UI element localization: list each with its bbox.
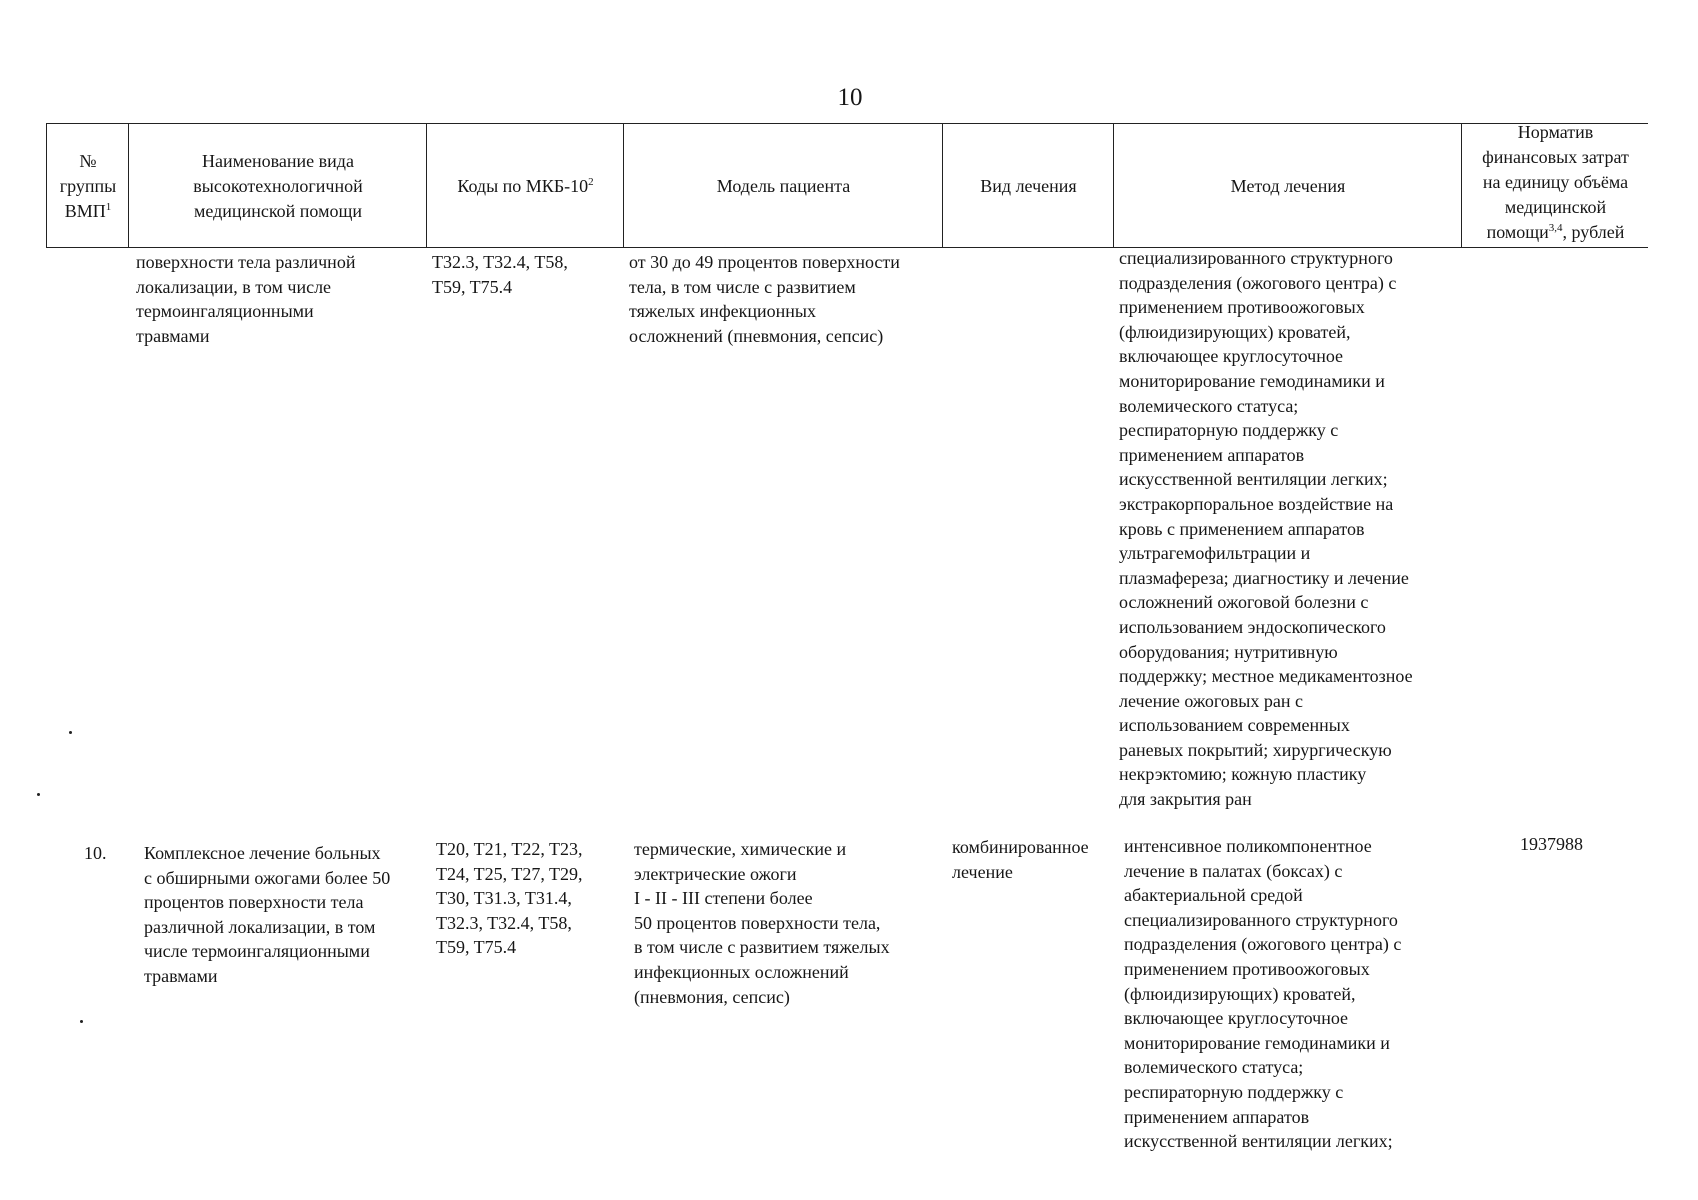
header-divider <box>1113 123 1114 247</box>
header-divider <box>426 123 427 247</box>
header-group-number <box>48 125 128 247</box>
row-2-icd-codes: T20, T21, T22, T23, T24, T25, T27, T29, T30, T31.3, T31.4, T32.3, T32.4, T58, T59, T75.4 <box>436 839 583 958</box>
scan-speck <box>69 731 72 734</box>
header-divider <box>942 123 943 247</box>
row-1-treatment-method: специализированного структурного подразделения (ожогового центра) с применением противоожоговых (флюидизирующих) кроватей, включающее круглосуточное мониторирование гемодинамики и волемического статуса; респираторную поддержку с применением аппаратов искусственной вентиляции легких; экстракорпоральное воздействие на кровь с применением аппаратов ультрагемофильтрации и плазмафереза; диагностику и лечение осложнений ожоговой болезни с использованием эндоскопического оборудования; нутритивную поддержку; местное медикаментозное лечение ожоговых ран с использованием современных раневых покрытий; хирургическую некрэктомию; кожную пластику для закрытия ран <box>1119 248 1413 810</box>
row-2-care-type-name: Комплексное лечение больных с обширными ожогами более 50 процентов поверхности тела различной локализации, в том числе термоингаляционными травмами <box>144 843 391 986</box>
scan-speck <box>80 1020 83 1023</box>
header-divider <box>1461 123 1462 247</box>
row-1-patient-model: от 30 до 49 процентов поверхности тела, в том числе с развитием тяжелых инфекционных осложнений (пневмония, сепсис) <box>629 252 900 346</box>
page-number: 10 <box>837 84 863 111</box>
header-financial-norm-label: Норматив финансовых затрат на единицу объёма медицинской помощи <box>1482 122 1629 242</box>
header-divider <box>46 123 47 247</box>
row-2-group-number: 10. <box>84 843 107 863</box>
header-financial-norm-unit: , рублей <box>1562 222 1625 242</box>
row-2-financial-norm: 1937988 <box>1520 834 1583 854</box>
header-financial-norm-footnote: 3,4 <box>1548 222 1563 234</box>
header-group-number-label: № группы ВМП <box>59 150 117 221</box>
header-patient-model <box>625 125 942 247</box>
header-treatment-type-label: Вид лечения <box>980 175 1077 196</box>
header-patient-model-label: Модель пациента <box>716 175 851 196</box>
header-care-type-name <box>130 125 426 247</box>
header-care-type-name-label: Наименование вида высокотехнологичной медицинской помощи <box>193 150 363 221</box>
header-top-rule <box>46 123 1648 124</box>
header-icd-codes <box>428 125 623 247</box>
row-2-treatment-method: интенсивное поликомпонентное лечение в палатах (боксах) с абактериальной средой специализированного структурного подразделения (ожогового центра) с применением противоожоговых (флюидизирующих) кроватей, включающее круглосуточное мониторирование гемодинамики и волемического статуса; респираторную поддержку с применением аппаратов искусственной вентиляции легких; <box>1124 836 1402 1152</box>
header-icd-codes-footnote: 2 <box>588 175 594 188</box>
header-treatment-method <box>1115 125 1461 247</box>
header-treatment-method-label: Метод лечения <box>1230 175 1346 196</box>
row-2-patient-model: термические, химические и электрические ожоги I - II - III степени более 50 процентов поверхности тела, в том числе с развитием тяжелых инфекционных осложнений (пневмония, сепсис) <box>634 839 890 1007</box>
row-1-icd-codes: T32.3, T32.4, T58, T59, T75.4 <box>432 252 568 297</box>
header-icd-codes-label: Коды по МКБ-10 <box>457 175 589 196</box>
row-2-treatment-type: комбинированное лечение <box>952 837 1089 882</box>
row-1-care-type-name: поверхности тела различной локализации, в том числе термоингаляционными травмами <box>136 252 356 346</box>
header-divider <box>623 123 624 247</box>
scan-speck <box>37 793 40 796</box>
header-divider <box>128 123 129 247</box>
header-treatment-type <box>944 125 1113 247</box>
header-financial-norm <box>1463 118 1648 247</box>
header-group-number-footnote: 1 <box>105 200 112 213</box>
